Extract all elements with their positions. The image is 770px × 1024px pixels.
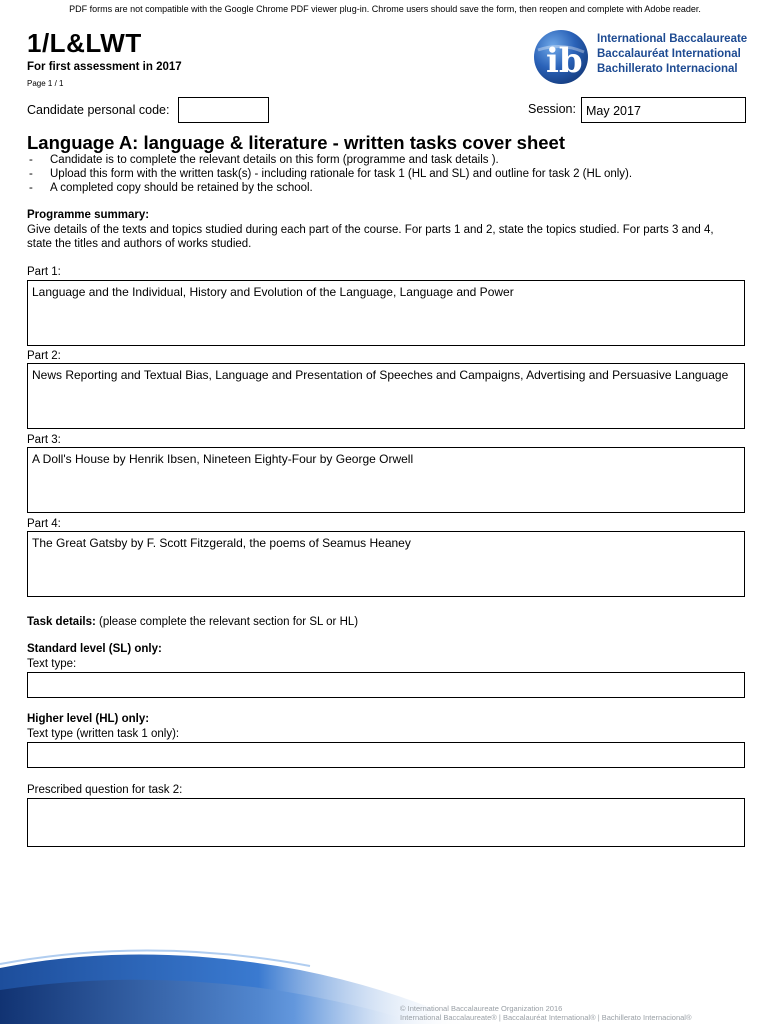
part-2-label: Part 2: [27, 350, 61, 362]
part-4-field[interactable]: The Great Gatsby by F. Scott Fitzgerald, the poems of Seamus Heaney [27, 531, 745, 597]
part-1-field[interactable]: Language and the Individual, History and Evolution of the Language, Language and Power [27, 280, 745, 346]
prescribed-question-label: Prescribed question for task 2: [27, 784, 183, 796]
programme-summary-heading: Programme summary: [27, 209, 150, 221]
chrome-compatibility-notice: PDF forms are not compatible with the Google Chrome PDF viewer plug-in. Chrome users should save the form, then reopen and complete with Adobe reader. [69, 4, 701, 14]
page-number: Page 1 / 1 [27, 79, 64, 88]
svg-text:ib: ib [546, 41, 583, 81]
ib-globe-icon [532, 28, 590, 86]
task-details-line [27, 615, 358, 629]
session-label: Session: [528, 102, 576, 116]
part-1-label: Part 1: [27, 266, 61, 278]
task-details-note: (please complete the relevant section for SL or HL) [95, 616, 359, 628]
hl-heading: Higher level (HL) only: [27, 713, 150, 725]
first-assessment-note: For first assessment in 2017 [27, 61, 182, 73]
candidate-code-field[interactable] [178, 97, 269, 123]
form-code: 1/L&LWT [27, 28, 142, 58]
candidate-code-label: Candidate personal code: [27, 103, 170, 117]
footer-copyright: © International Baccalaureate Organization 2016 [400, 1004, 563, 1013]
sl-heading: Standard level (SL) only: [27, 643, 162, 655]
instruction-item: - A completed copy should be retained by the school. [27, 181, 632, 195]
prescribed-question-field[interactable] [27, 798, 745, 847]
ib-logo [532, 28, 752, 84]
task-details-heading: Task details: [27, 616, 96, 628]
logo-line-1: International Baccalaureate [597, 33, 748, 45]
footer-trademarks: International Baccalaureate® | Baccalauréat International® | Bachillerato Internacional® [400, 1013, 692, 1022]
instruction-item: - Upload this form with the written task(s) - including rationale for task 1 (HL and SL) and outline for task 2 (HL only). [27, 167, 632, 181]
logo-line-2: Baccalauréat International [597, 48, 741, 60]
sl-text-type-field[interactable] [27, 672, 745, 698]
page-title: Language A: language & literature - written tasks cover sheet [27, 132, 566, 153]
part-3-label: Part 3: [27, 434, 61, 446]
instructions-list [27, 153, 632, 195]
programme-summary-description: Give details of the texts and topics studied during each part of the course. For parts 1 and 2, state the topics studied. For parts 3 and 4, state the titles and authors of works studied. [27, 224, 714, 250]
hl-text-type-label: Text type (written task 1 only): [27, 728, 180, 740]
sl-text-type-label: Text type: [27, 658, 77, 670]
part-2-field[interactable]: News Reporting and Textual Bias, Language and Presentation of Speeches and Campaigns, Advertising and Persuasive Language [27, 363, 745, 429]
hl-text-type-field[interactable] [27, 742, 745, 768]
session-field[interactable]: May 2017 [581, 97, 746, 123]
part-4-label: Part 4: [27, 518, 61, 530]
logo-line-3: Bachillerato Internacional [597, 63, 738, 75]
instruction-item: - Candidate is to complete the relevant details on this form (programme and task details ). [27, 153, 632, 167]
footer-text [400, 1004, 691, 1022]
part-3-field[interactable]: A Doll's House by Henrik Ibsen, Nineteen Eighty-Four by George Orwell [27, 447, 745, 513]
